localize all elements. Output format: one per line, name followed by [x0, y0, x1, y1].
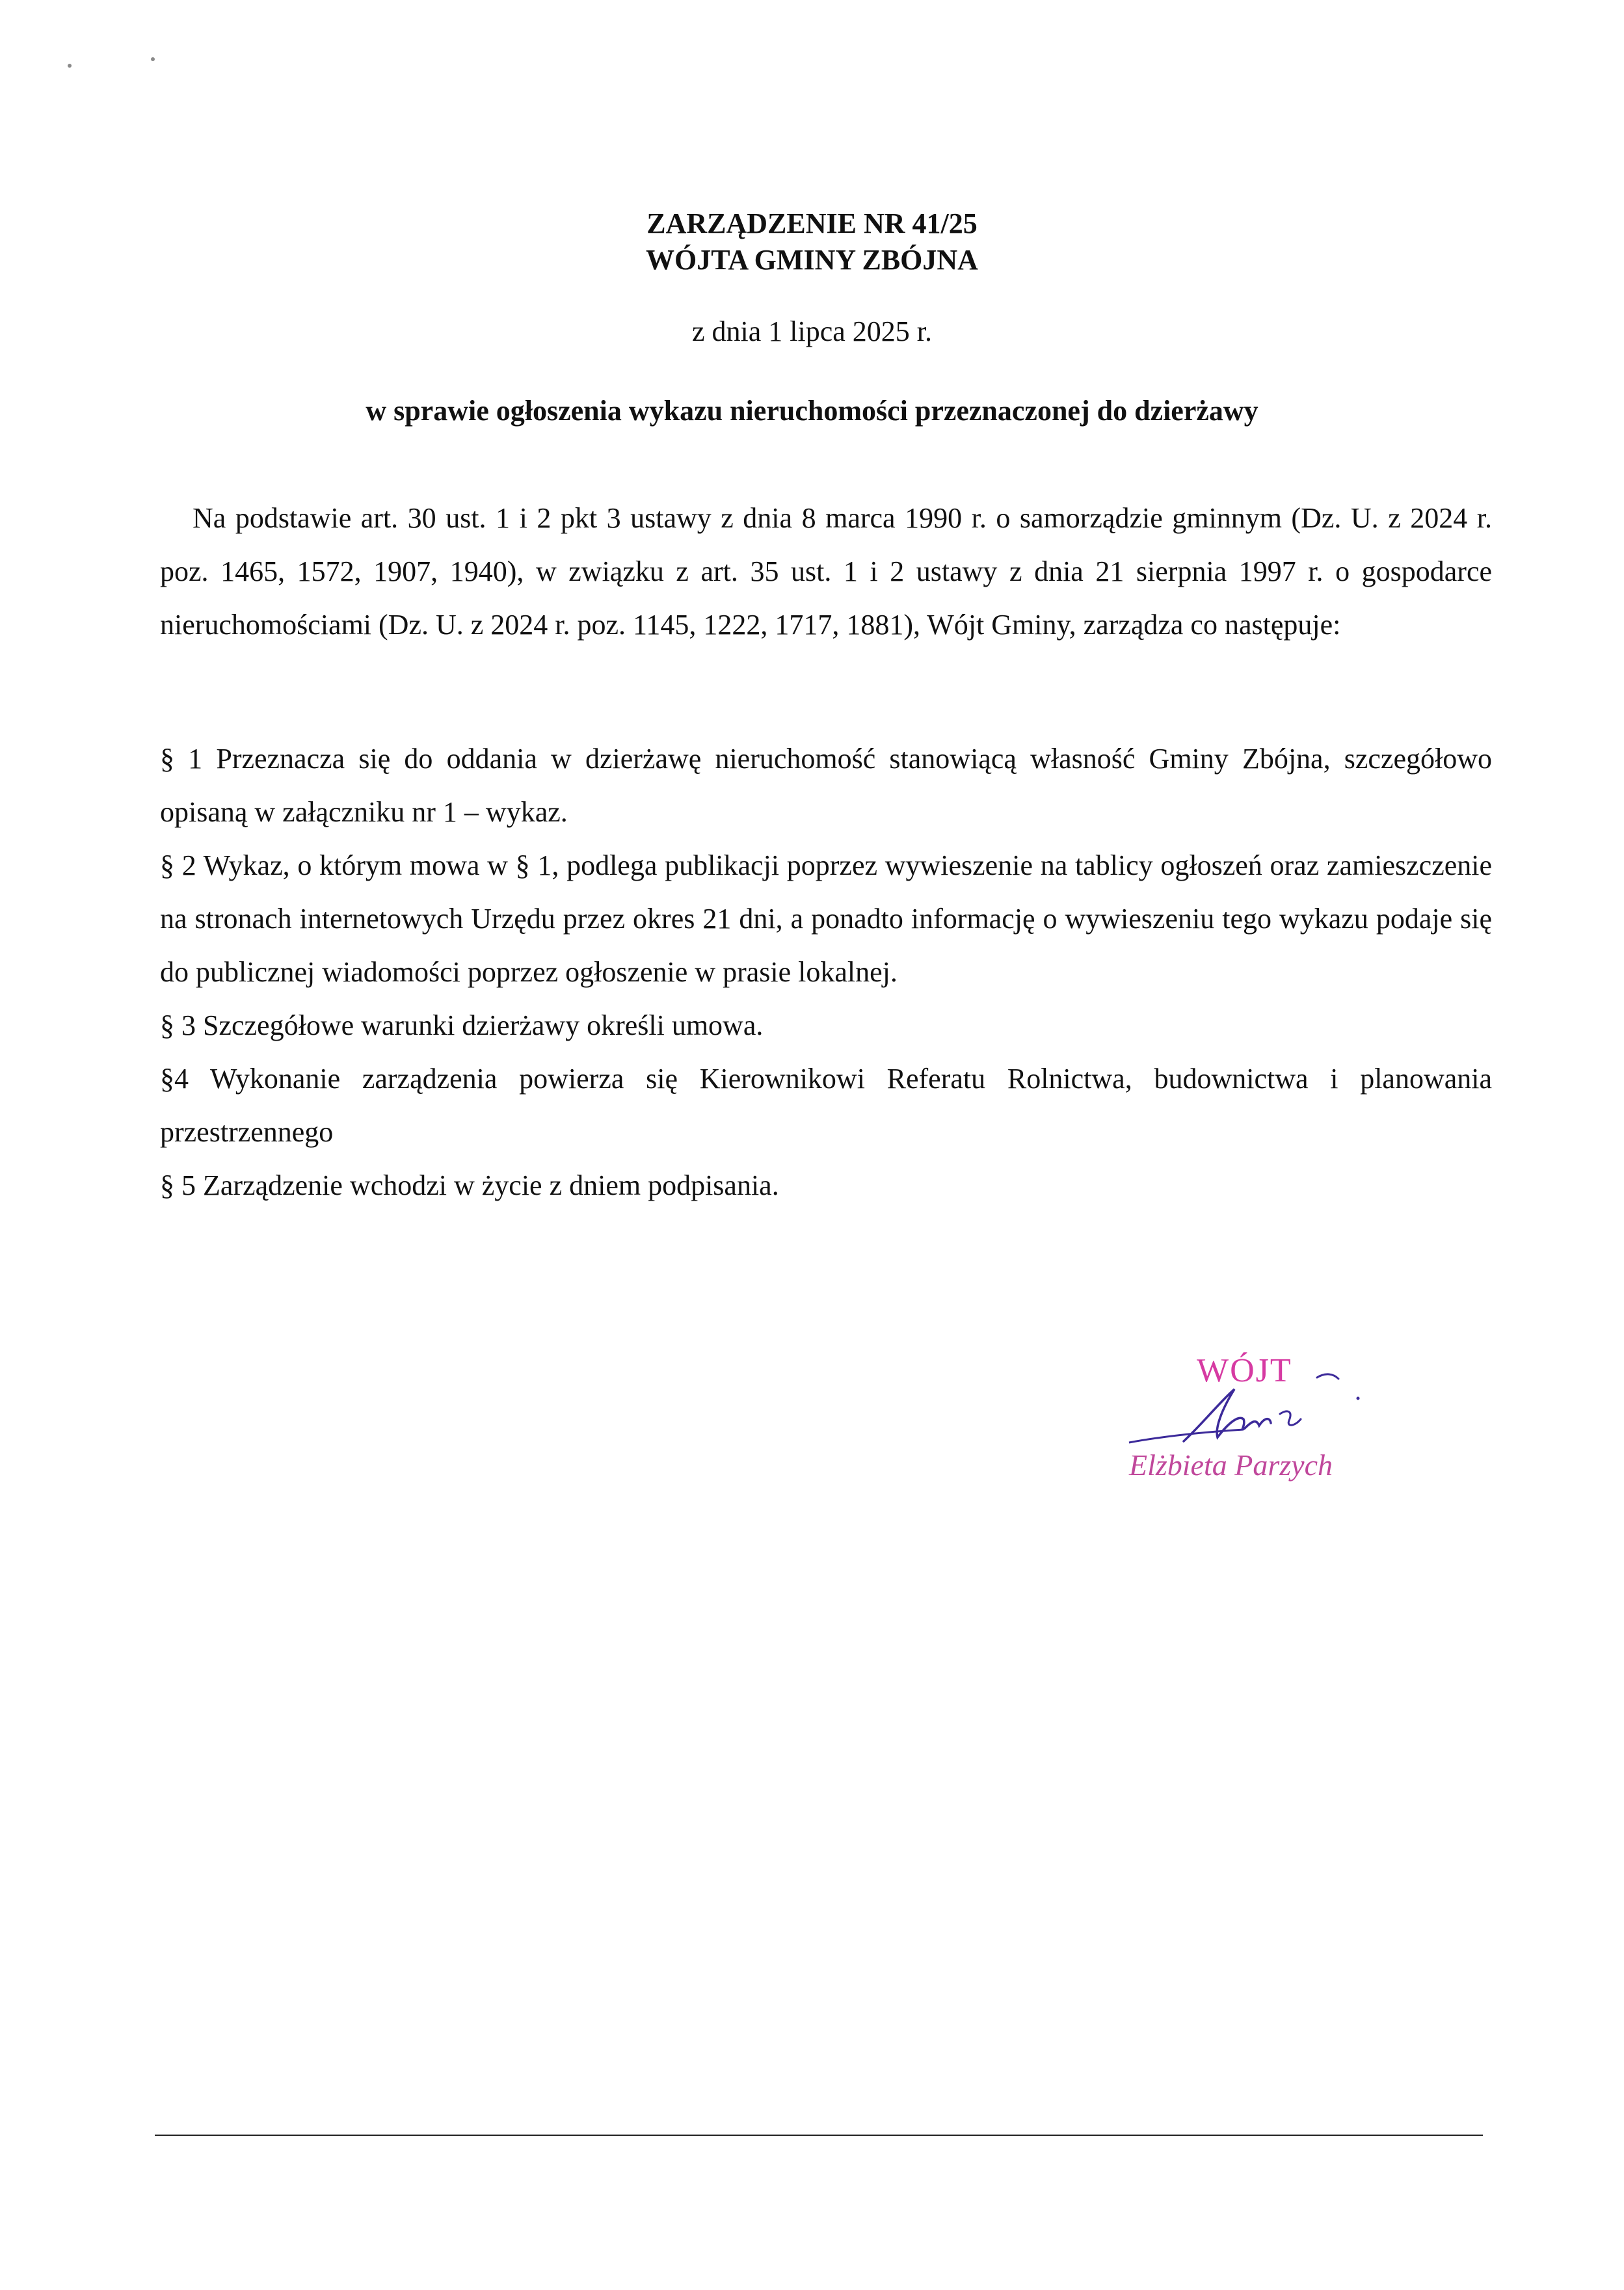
section-2: § 2 Wykaz, o którym mowa w § 1, podlega publikacji poprzez wywieszenie na tablicy ogłoszeń oraz zamieszczenie na stronach internetowych Urzędu przez okres 21 dni, a ponadto informację o wywieszeniu tego wykazu podaje się do publicznej wiadomości poprzez ogłoszenie w prasie lokalnej. [160, 849, 1492, 988]
section-1: § 1 Przeznacza się do oddania w dzierżawę nieruchomość stanowiącą własność Gminy Zbójna, szczegółowo opisaną w załączniku nr 1 – wykaz. [160, 743, 1492, 828]
sections-block [160, 732, 1492, 1212]
handwritten-signature [1106, 1346, 1398, 1509]
intro-block [160, 492, 1492, 652]
scan-speck [151, 57, 155, 61]
footer-divider [155, 2135, 1483, 2136]
scan-speck [68, 64, 72, 68]
document-title-line1: ZARZĄDZENIE NR 41/25 [646, 207, 978, 239]
section-4: §4 Wykonanie zarządzenia powierza się Kierownikowi Referatu Rolnictwa, budownictwa i planowania przestrzennego [160, 1063, 1492, 1148]
intro-paragraph: Na podstawie art. 30 ust. 1 i 2 pkt 3 ustawy z dnia 8 marca 1990 r. o samorządzie gminnym (Dz. U. z 2024 r. poz. 1465, 1572, 1907, 1940), w związku z art. 35 ust. 1 i 2 ustawy z dnia 21 sierpnia 1997 r. o gospodarce nieruchomościami (Dz. U. z 2024 r. poz. 1145, 1222, 1717, 1881), Wójt Gminy, zarządza co następuje: [160, 502, 1492, 641]
document-title-line2: WÓJTA GMINY ZBÓJNA [646, 244, 978, 276]
official-stamp [1106, 1346, 1398, 1509]
section-5: § 5 Zarządzenie wchodzi w życie z dniem podpisania. [160, 1169, 779, 1201]
section-3: § 3 Szczegółowe warunki dzierżawy określi umowa. [160, 1009, 764, 1041]
stamp-title: WÓJT [1197, 1352, 1292, 1389]
document-date: z dnia 1 lipca 2025 r. [691, 315, 932, 347]
document-subject: w sprawie ogłoszenia wykazu nieruchomości przeznaczonej do dzierżawy [366, 395, 1258, 427]
stamp-name: Elżbieta Parzych [1129, 1448, 1333, 1482]
